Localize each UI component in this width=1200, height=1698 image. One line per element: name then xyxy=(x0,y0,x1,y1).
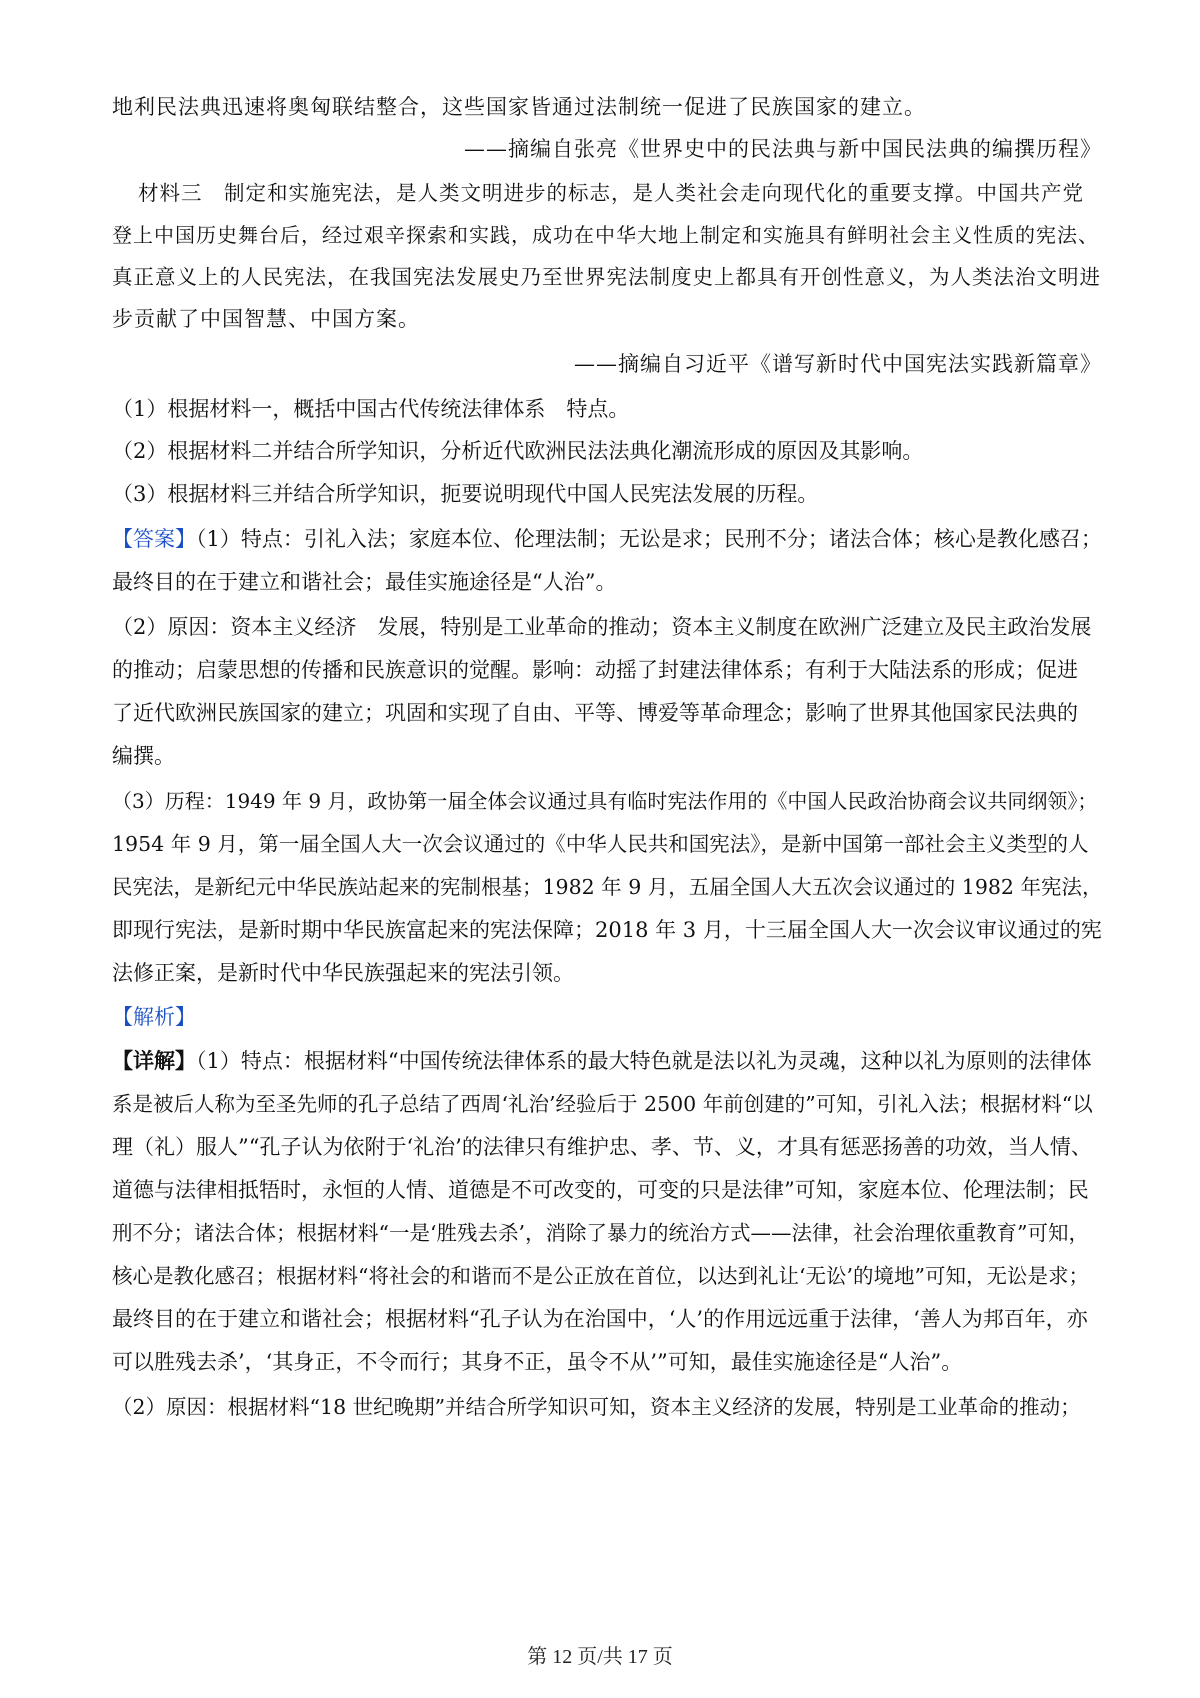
answer3-text-4: 即现行宪法，是新时期中华民族富起来的宪法保障；2018 年 3 月，十三届全国人大一次会议审议通过的宪 xyxy=(112,918,1102,942)
material3-line-1: 材料三 制定和实施宪法，是人类文明进步的标志，是人类社会走向现代化的重要支撑。中国共产党 xyxy=(138,181,1084,205)
answer1-text-2: 最终目的在于建立和谐社会；最佳实施途径是“人治”。 xyxy=(112,570,617,594)
answer3-text-2: 1954 年 9 月，第一届全国人大一次会议通过的《中华人民共和国宪法》，是新中国第一部社会主义类型的人 xyxy=(112,832,1089,856)
detail2-text-1: （2）原因：根据材料“18 世纪晚期”并结合所学知识可知，资本主义经济的发展，特别是工业革命的推动； xyxy=(112,1395,1081,1419)
answer3-text-3: 民宪法，是新纪元中华民族站起来的宪制根基；1982 年 9 月，五届全国人大五次会议通过的 1982 年宪法， xyxy=(112,875,1103,899)
answer2-text-1: （2）原因：资本主义经济 发展，特别是工业革命的推动；资本主义制度在欧洲广泛建立及民主政治发展 xyxy=(112,615,1092,639)
detail1-text-3: 理（礼）服人”“孔子认为依附于‘礼治’的法律只有维护忠、孝、节、义，才具有惩恶扬善的功效，当人情、 xyxy=(112,1135,1092,1159)
detail1-text-2: 系是被后人称为至圣先师的孔子总结了西周‘礼治’经验后于 2500 年前创建的”可知，引礼入法；根据材料“以 xyxy=(112,1092,1093,1116)
detail-label: 【详解】 xyxy=(112,1048,196,1073)
detail-line-1 xyxy=(112,1046,1102,1076)
answer1-text-1: （1）特点：引礼入法；家庭本位、伦理法制；无讼是求；民刑不分；诸法合体；核心是教化感召； xyxy=(196,527,1102,551)
detail1-text-7: 最终目的在于建立和谐社会；根据材料“孔子认为在治国中，‘人’的作用远远重于法律，‘善人为邦百年，亦 xyxy=(112,1307,1088,1331)
material3-line-2: 登上中国历史舞台后，经过艰辛探索和实践，成功在中华大地上制定和实施具有鲜明社会主义性质的宪法、 xyxy=(112,223,1099,247)
material2-source: ——摘编自张亮《世界史中的民法典与新中国民法典的编撰历程》 xyxy=(464,137,1102,161)
answer2-text-4: 编撰。 xyxy=(112,744,175,768)
material2-tail: 地利民法典迅速将奥匈联结整合，这些国家皆通过法制统一促进了民族国家的建立。 xyxy=(112,95,926,119)
detail1-text-8: 可以胜残去杀’，‘其身正，不令而行；其身不正，虽令不从’”可知，最佳实施途径是“人治”。 xyxy=(112,1350,963,1374)
answer2-text-3: 了近代欧洲民族国家的建立；巩固和实现了自由、平等、博爱等革命理念；影响了世界其他国家民法典的 xyxy=(112,701,1078,725)
analysis-label: 【解析】 xyxy=(112,1005,196,1029)
question-2: （2）根据材料二并结合所学知识，分析近代欧洲民法法典化潮流形成的原因及其影响。 xyxy=(112,439,924,463)
material3-line-4: 步贡献了中国智慧、中国方案。 xyxy=(112,307,420,331)
detail1-text-4: 道德与法律相抵牾时，永恒的人情、道德是不可改变的，可变的只是法律”可知，家庭本位、伦理法制；民 xyxy=(112,1178,1089,1202)
question-3: （3）根据材料三并结合所学知识，扼要说明现代中国人民宪法发展的历程。 xyxy=(112,482,819,506)
answer-line-1 xyxy=(112,524,1102,554)
answer3-text-5: 法修正案，是新时代中华民族强起来的宪法引领。 xyxy=(112,961,574,985)
detail1-text-6: 核心是教化感召；根据材料“将社会的和谐而不是公正放在首位，以达到礼让‘无讼’的境地”可知，无讼是求； xyxy=(112,1264,1089,1288)
material3-line-3: 真正意义上的人民宪法，在我国宪法发展史乃至世界宪法制度史上都具有开创性意义，为人类法治文明进 xyxy=(112,265,1101,289)
page-footer: 第 12 页/共 17 页 xyxy=(527,1646,673,1668)
question-1: （1）根据材料一，概括中国古代传统法律体系 特点。 xyxy=(112,397,630,421)
material3-source: ——摘编自习近平《谱写新时代中国宪法实践新篇章》 xyxy=(574,352,1102,376)
answer2-text-2: 的推动；启蒙思想的传播和民族意识的觉醒。影响：动摇了封建法律体系；有利于大陆法系的形成；促进 xyxy=(112,658,1078,682)
detail1-text-5: 刑不分；诸法合体；根据材料“一是‘胜残去杀’，消除了暴力的统治方式——法律，社会治理依重教育”可知， xyxy=(112,1221,1089,1245)
answer3-text-1: （3）历程：1949 年 9 月，政协第一届全体会议通过具有临时宪法作用的《中国人民政治协商会议共同纲领》； xyxy=(112,789,1098,813)
detail1-text-1: （1）特点：根据材料“中国传统法律体系的最大特色就是法以礼为灵魂，这种以礼为原则的法律体 xyxy=(196,1049,1092,1073)
answer-label: 【答案】 xyxy=(112,527,196,551)
